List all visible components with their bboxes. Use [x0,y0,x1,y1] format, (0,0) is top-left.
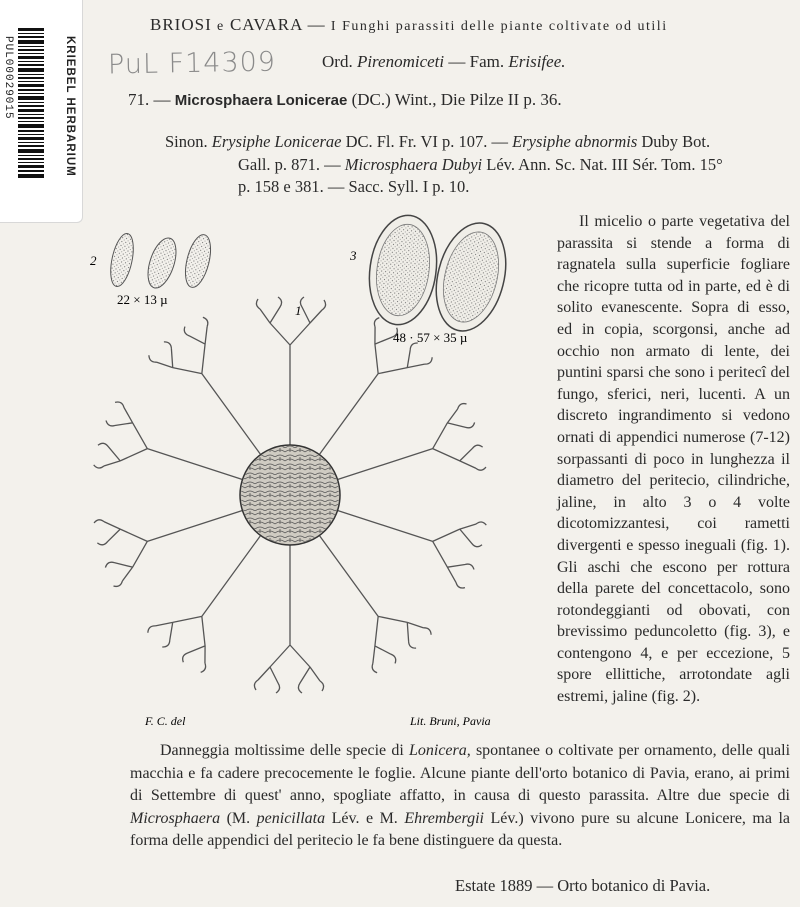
book-title: I Funghi parassiti delle piante coltivate od utili [330,19,668,34]
syn-prefix: Sinon. [165,132,208,151]
syn-erysiphe-lonicerae: Erysiphe Lonicerae [211,132,342,151]
damage-text-1: Danneggia moltissime delle specie di [160,742,404,759]
fig2-label: 2 [90,253,97,268]
species-number: 71. — [128,90,171,109]
species-penicillata: penicillata [256,809,326,827]
header-dash: — [307,15,326,34]
synonyms [165,131,793,199]
family-prefix: Fam. [469,52,505,71]
damage-text [130,740,790,853]
author-conj: e [216,19,225,34]
family-name: Erisifee. [508,52,566,71]
ord-prefix: Ord. [322,52,353,71]
damage-text-2: spontanee o coltivate per ornamento, delle quali macchia e fa cadere precocemente le foglie. Alcune piante dell'orto botanico di Pavia, erano, ai primi di Settembre di quest' anno, spogliate affatto, in causa di questo parassita. Altre due specie di [130,742,791,804]
description-column [557,211,790,708]
fig3-asci [363,211,517,338]
syn-ref-2a: Duby Bot. [641,132,711,151]
species-heading [128,90,562,110]
damage-text-4: Lév. e M. [331,809,398,827]
syn-ref-4: p. 158 e 381. — Sacc. Syll. I p. 10. [238,177,470,196]
order-name: Pirenomiceti [356,52,445,71]
fig1-label: 1 [295,303,302,318]
herbarium-name: KRIEBEL HERBARIUM [64,36,76,177]
syn-ref-2b: Gall. p. 871. — [238,154,341,174]
species-authority: (DC.) Wint., Die Pilze II p. 36. [351,90,562,109]
genus-microsphaera: Microsphaera [130,809,221,827]
species-name: Microsphaera Lonicerae [174,92,348,109]
syn-cont [165,154,793,199]
barcode-number: PUL00029015 [2,36,14,120]
collection-note: Estate 1889 — Orto botanico di Pavia. [455,876,711,895]
artist-signature: F. C. del [145,714,186,728]
fig2-dimensions: 22 × 13 µ [117,292,168,307]
author-2: CAVARA [229,15,303,34]
fig3-dimensions: 48 · 57 × 35 µ [393,330,468,345]
ord-sep: — [448,52,466,71]
damage-paragraph [130,740,790,853]
syn-microsphaera-dubyi: Microsphaera Dubyi [344,154,483,174]
syn-ref-1: DC. Fl. Fr. VI p. 107. — [345,132,509,151]
author-1: BRIOSI [150,15,212,34]
fig3-label: 3 [350,248,357,263]
lithographer-signature: Lit. Bruni, Pavia [410,714,491,728]
genus-lonicera: Lonicera, [408,742,471,759]
taxonomy-line [322,52,566,72]
damage-text-3: (M. [226,809,251,827]
description-text: Il micelio o parte vegetativa del parassita si stende a forma di ragnatela sulla superficie fogliare che ricopre tutta od in parte, ed è di solito evanescente. Sopra di esso, ed in copia, scorgonsi, anche ad occhio non armato di lente, dei puntini sparsi che sono i peritecî del fungo, sferici, neri, lucenti. A un discreto ingrandimento si vedono ornati di appendici numerose (7-12) sorpassanti di poco in lunghezza il diametro del peritecio, cilindriche, jaline, in alto 3 o 4 volte dicotomizzantesi, coi rametti divergenti e spesso ineguali (fig. 1). Gli aschi che escono per rottura della parete del concettacolo, sono rotondeggianti od obovati, con brevissimo peduncoletto (fig. 3), e contengono 4, e per eccezione, 5 spore ellittiche, arrotondate agli estremi, jaline (fig. 2). [557,213,790,706]
syn-ref-3: Lév. Ann. Sc. Nat. III Sér. Tom. 15° [486,154,723,174]
barcode [18,28,44,178]
running-header [150,15,770,35]
damage-text-5: Lév.) vivono pure su alcune Lonicere, ma la forma delle appendici del peritecio le fa bene distinguere da questa. [130,809,791,849]
species-ehrembergii: Ehrembergii [404,809,484,827]
fig2-spores [107,232,216,292]
syn-erysiphe-abnormis: Erysiphe abnormis [512,132,638,151]
plate-illustration [85,205,550,735]
handwritten-accession: PuL F14309 [107,46,277,81]
